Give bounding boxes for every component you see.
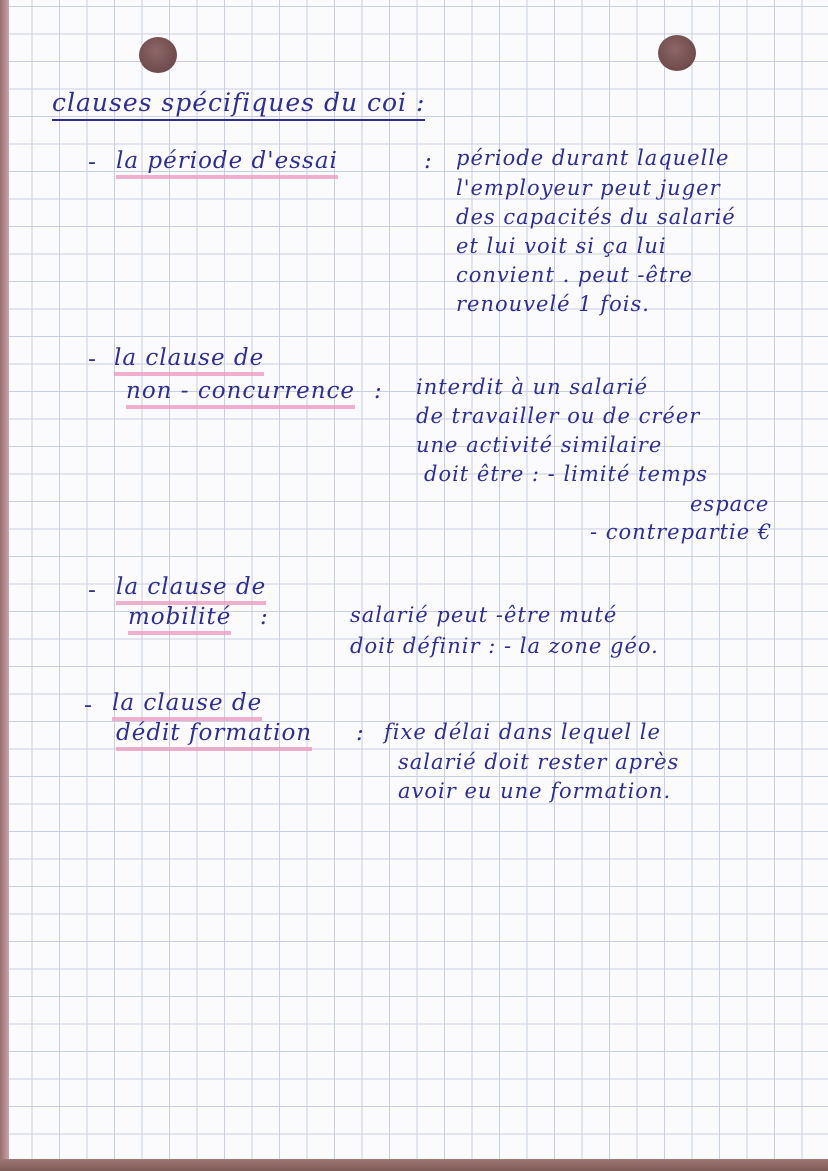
definition-line: des capacités du salarié xyxy=(456,205,736,229)
definition-line: interdit à un salarié xyxy=(416,375,649,399)
bullet-dash: - xyxy=(84,693,92,718)
section-heading: mobilité xyxy=(128,604,231,635)
section-heading: la clause de xyxy=(116,574,266,605)
heading-colon: : xyxy=(374,378,383,404)
definition-line: de travailler ou de créer xyxy=(416,404,701,428)
punch-hole-right xyxy=(658,35,696,71)
page-bottom-edge xyxy=(0,1159,828,1171)
bullet-dash: - xyxy=(88,150,96,175)
section-heading: non - concurrence xyxy=(126,378,355,409)
definition-line: doit définir : - la zone géo. xyxy=(350,634,659,658)
definition-line: - contrepartie € xyxy=(590,520,773,544)
section-heading: la période d'essai xyxy=(116,148,338,179)
section-heading: la clause de xyxy=(112,690,262,721)
definition-line: espace xyxy=(690,492,770,516)
definition-line: fixe délai dans lequel le xyxy=(384,720,661,744)
definition-line: convient . peut -être xyxy=(456,263,693,287)
bullet-dash: - xyxy=(88,578,96,603)
heading-colon: : xyxy=(424,148,433,174)
bullet-dash: - xyxy=(88,347,96,372)
definition-line: l'employeur peut juger xyxy=(456,176,721,200)
definition-line: période durant laquelle xyxy=(456,146,730,170)
heading-colon: : xyxy=(260,604,269,630)
punch-hole-left xyxy=(139,37,177,73)
page-margin-edge xyxy=(0,0,9,1171)
definition-line: et lui voit si ça lui xyxy=(456,234,667,258)
heading-colon: : xyxy=(356,720,365,746)
definition-line: avoir eu une formation. xyxy=(398,779,672,803)
definition-line: une activité similaire xyxy=(416,433,663,457)
definition-line: salarié doit rester après xyxy=(398,750,680,774)
definition-line: renouvelé 1 fois. xyxy=(456,292,650,316)
definition-line: doit être : - limité temps xyxy=(424,462,709,486)
section-heading: la clause de xyxy=(114,345,264,376)
section-heading: dédit formation xyxy=(116,720,312,751)
page-title: clauses spécifiques du coi : xyxy=(52,88,425,121)
definition-line: salarié peut -être muté xyxy=(350,603,618,627)
